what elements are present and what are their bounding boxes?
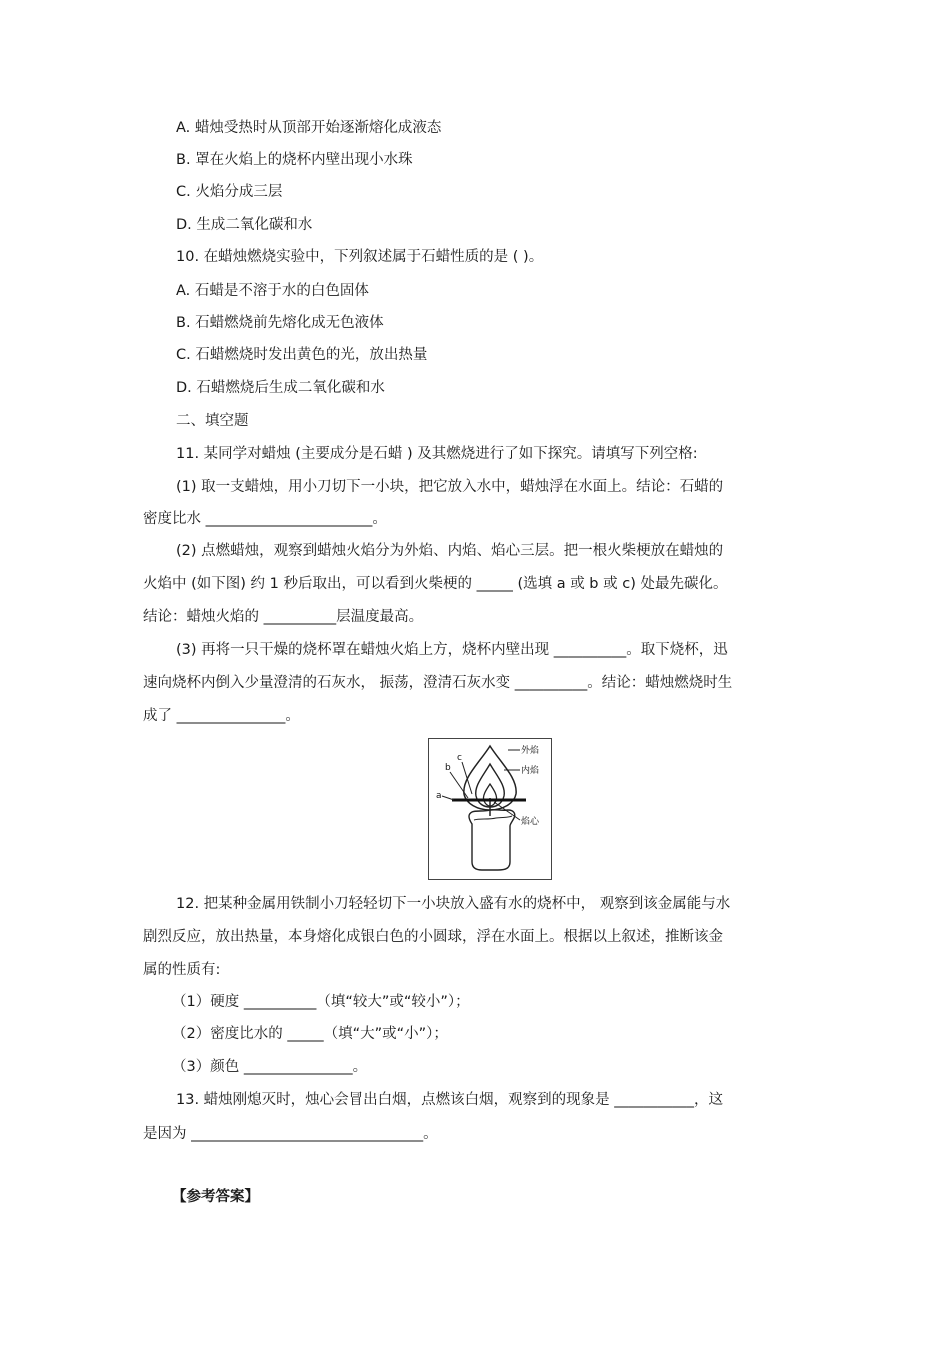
q12-line2: 剧烈反应，放出热量，本身熔化成银白色的小圆球，浮在水面上。根据以上叙述，推断该金 [143, 929, 723, 945]
q11-part3-line3: 成了 _______________。 [143, 708, 300, 724]
q11-part3-line1: (3) 再将一只干燥的烧杯罩在蜡烛火焰上方，烧杯内壁出现 __________。取下烧杯，迅 [176, 642, 728, 658]
q9-option-a: A. 蜡烛受热时从顶部开始逐渐熔化成液态 [176, 120, 442, 136]
q9-option-c: C. 火焰分成三层 [176, 184, 283, 200]
label-b: b [445, 763, 451, 773]
q10-stem: 10. 在蜡烛燃烧实验中，下列叙述属于石蜡性质的是 ( )。 [176, 249, 544, 265]
q12-item3: （3）颜色 _______________。 [172, 1059, 368, 1075]
label-a: a [436, 791, 442, 801]
q12-item2: （2）密度比水的 _____（填“大”或“小”）； [172, 1026, 448, 1042]
label-inner-flame: 内焰 [521, 766, 540, 776]
q11-part2-line2: 火焰中 (如下图) 约 1 秒后取出，可以看到火柴梗的 _____ (选填 a 或 b 或 c) 处最先碳化。 [143, 576, 728, 592]
q10-option-b: B. 石蜡燃烧前先熔化成无色液体 [176, 315, 384, 331]
q12-item1: （1）硬度 __________（填“较大”或“较小”）； [172, 994, 470, 1010]
q11-part3-line2: 速向烧杯内倒入少量澄清的石灰水， 振荡，澄清石灰水变 __________。结论：蜡烛燃烧时生 [143, 675, 733, 691]
label-outer-flame: 外焰 [521, 746, 540, 756]
q12-line3: 属的性质有: [143, 962, 221, 978]
q11-part2-line3: 结论：蜡烛火焰的 __________层温度最高。 [143, 609, 424, 625]
label-flame-core: 焰心 [521, 817, 540, 827]
q11-part1-line2: 密度比水 _______________________。 [143, 511, 387, 527]
q11-stem: 11. 某同学对蜡烛 (主要成分是石蜡 ) 及其燃烧进行了如下探究。请填写下列空格: [176, 446, 698, 462]
q10-option-c: C. 石蜡燃烧时发出黄色的光，放出热量 [176, 347, 428, 363]
q10-option-a: A. 石蜡是不溶于水的白色固体 [176, 283, 369, 299]
q13-line2: 是因为 ________________________________。 [143, 1126, 438, 1142]
q11-part2-line1: (2) 点燃蜡烛，观察到蜡烛火焰分为外焰、内焰、焰心三层。把一根火柴梗放在蜡烛的 [176, 543, 724, 559]
q11-part1-line1: (1) 取一支蜡烛，用小刀切下一小块，把它放入水中，蜡烛浮在水面上。结论：石蜡的 [176, 479, 724, 495]
answer-heading: 【参考答案】 [172, 1189, 259, 1205]
label-c: c [457, 753, 462, 763]
q9-option-b: B. 罩在火焰上的烧杯内壁出现小水珠 [176, 152, 413, 168]
q9-option-d: D. 生成二氧化碳和水 [176, 217, 313, 233]
candle-flame-figure [428, 738, 552, 880]
q10-option-d: D. 石蜡燃烧后生成二氧化碳和水 [176, 380, 385, 396]
q12-line1: 12. 把某种金属用铁制小刀轻轻切下一小块放入盛有水的烧杯中， 观察到该金属能与水 [176, 896, 731, 912]
section-heading: 二、填空题 [176, 413, 249, 429]
q13-line1: 13. 蜡烛刚熄灭时，烛心会冒出白烟，点燃该白烟，观察到的现象是 ___________，这 [176, 1092, 724, 1108]
